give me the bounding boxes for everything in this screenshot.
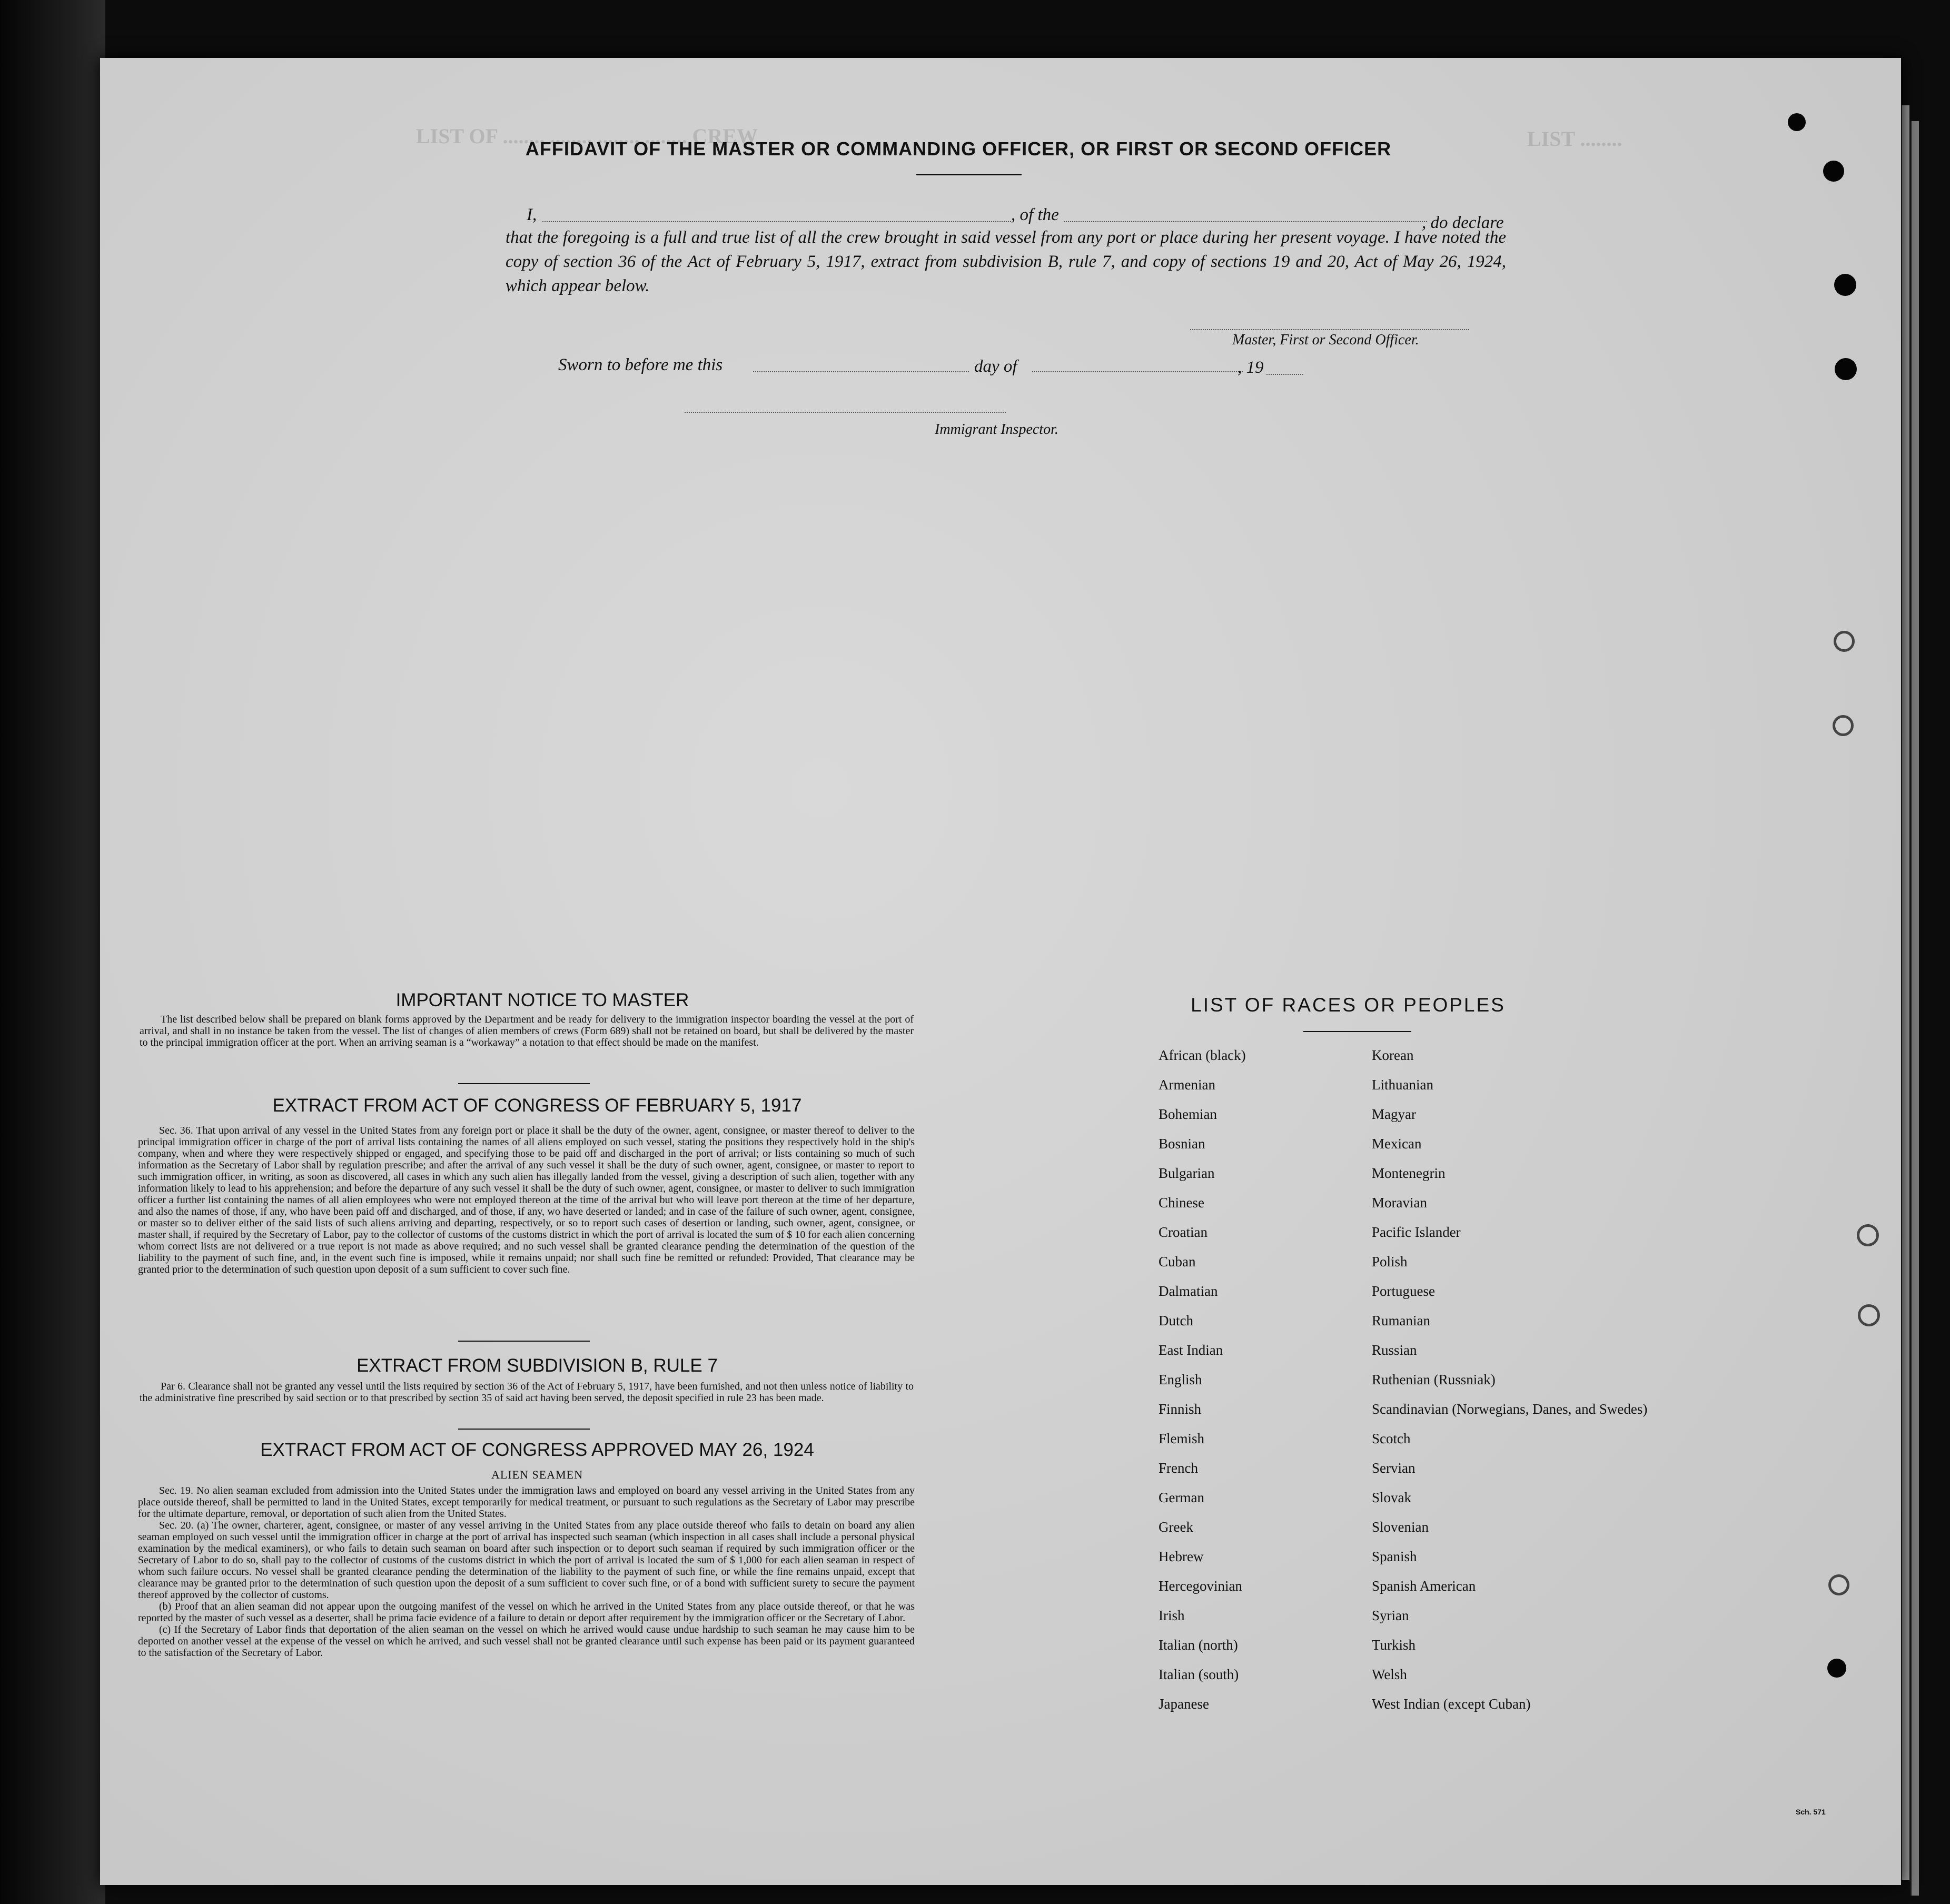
race-item: Welsh <box>1372 1667 1407 1682</box>
binder-hole <box>1835 358 1857 380</box>
notice-title: IMPORTANT NOTICE TO MASTER <box>395 990 689 1010</box>
alien-seamen-subtitle: ALIEN SEAMEN <box>491 1468 583 1481</box>
race-item: Scotch <box>1372 1431 1411 1446</box>
sworn-label: Sworn to before me this <box>558 355 723 374</box>
extract-1924-title: EXTRACT FROM ACT OF CONGRESS APPROVED MAY 26, 1924 <box>260 1440 814 1460</box>
race-item: Hebrew <box>1159 1549 1204 1564</box>
race-item: Syrian <box>1372 1608 1409 1623</box>
race-item: Servian <box>1372 1460 1416 1476</box>
notice-text: The list described below shall be prepared on blank forms approved by the Department and be ready for delivery to the immigration inspector boarding the vessel at the port of arrival, and shall in no instance be taken from the vessel. The list of changes of alien members of crews (Form 689) shall not be retained on board, but shall be delivered by the master to the principal immigration officer at the port. When an arriving seaman is a “workaway” a notation to that effect should be made on the manifest. <box>140 1014 914 1048</box>
sworn-day-line <box>753 371 969 372</box>
race-item: East Indian <box>1159 1342 1223 1358</box>
affidavit-body: that the foregoing is a full and true list of all the crew brought in said vessel from any port or place during her present voyage. I have noted the copy of section 36 of the Act of February 5, 1917, extract from subdivision B, rule 7, and copy of sections 19 and 20, Act of May 26, 1924, which appear below. <box>506 228 1506 295</box>
race-item: Slovak <box>1372 1490 1412 1505</box>
race-item: Irish <box>1159 1608 1185 1623</box>
race-item: Spanish <box>1372 1549 1417 1564</box>
race-item: Portuguese <box>1372 1283 1435 1299</box>
races-column-2 <box>1372 1048 1647 1726</box>
race-item: Magyar <box>1372 1106 1416 1122</box>
master-signature-line <box>1190 329 1469 330</box>
race-item: German <box>1159 1490 1204 1505</box>
sec-20a-paragraph: Sec. 20. (a) The owner, charterer, agent, consignee, or master of any vessel arriving in the United States from any place outside thereof who fails to detain on board any alien seaman employed on such vessel until the immigration officer in charge at the port of arrival has inspected such seaman (which inspection in all cases shall include a personal physical examination by the medical examiners), or who fails to detain such seaman on board after such inspection or to deport such seaman if required by such immigration officer or the Secretary of Labor to do so, shall pay to the collector of customs of the customs district in which the port of arrival is located the sum of $ 1,000 for each alien seaman in respect of whom such failure occurs. No vessel shall be granted clearance pending the determination of the liability to the payment of such fine, or while the fine remains unpaid, except that clearance may be granted prior to the determination of such question upon the deposit of a sum sufficient to cover such fine, or of a bond with sufficient surety to secure the payment thereof approved by the collector of customs. <box>138 1520 915 1601</box>
races-title: LIST OF RACES OR PEOPLES <box>1191 994 1506 1016</box>
sec-20c-paragraph: (c) If the Secretary of Labor finds that deportation of the alien seaman on the vessel on which he arrived would cause undue hardship to such seaman he may cause him to be deported on another vessel at the expense of the vessel on which he arrived, and such vessel shall not be granted clearance until such expense has been paid or its payment guaranteed to the satisfaction of the Secretary of Labor. <box>138 1624 915 1659</box>
binder-hole <box>1834 631 1855 652</box>
section-rule <box>458 1341 590 1342</box>
sec-19-paragraph: Sec. 19. No alien seaman excluded from admission into the United States under the immigration laws and employed on board any vessel arriving in the United States from any place outside thereof, shall be permitted to land in the United States, except temporarily for medical treatment, or pursuant to such regulations as the Secretary of Labor may prescribe for the ultimate departure, removal, or deportation of such alien from the United States. <box>138 1485 915 1520</box>
race-item: Russian <box>1372 1342 1417 1358</box>
extract-1924-text <box>138 1485 915 1659</box>
year-label: , 19 <box>1238 358 1264 377</box>
race-item: Polish <box>1372 1254 1408 1270</box>
inspector-caption: Immigrant Inspector. <box>935 421 1058 438</box>
race-item: Italian (north) <box>1159 1637 1238 1653</box>
page-stack-edge <box>1901 105 1909 1880</box>
race-item: Bosnian <box>1159 1136 1205 1152</box>
year-line <box>1266 374 1303 375</box>
sworn-month-line <box>1032 371 1243 372</box>
race-item: Croatian <box>1159 1224 1207 1240</box>
race-item: West Indian (except Cuban) <box>1372 1696 1531 1712</box>
extract-rule7-text: Par 6. Clearance shall not be granted any vessel until the lists required by section 36 of the Act of February 5, 1917, have been furnished, and not then unless notice of liability to the administrative fine prescribed by said section or to that prescribed by section 35 of said act having been served, the deposit specified in rule 23 has been made. <box>140 1381 914 1404</box>
race-item: Montenegrin <box>1372 1165 1446 1181</box>
race-item: Greek <box>1159 1519 1193 1535</box>
affidavit-title: AFFIDAVIT OF THE MASTER OR COMMANDING OFFICER, OR FIRST OR SECOND OFFICER <box>525 138 1392 160</box>
race-item: Dutch <box>1159 1313 1193 1328</box>
race-item: African (black) <box>1159 1047 1246 1063</box>
page-stack-edge <box>1911 121 1919 1896</box>
title-rule <box>916 174 1022 175</box>
race-item: Spanish American <box>1372 1578 1476 1594</box>
race-item: Bulgarian <box>1159 1165 1215 1181</box>
scan-border <box>0 0 105 1904</box>
race-item: Pacific Islander <box>1372 1224 1461 1240</box>
race-item: Cuban <box>1159 1254 1196 1270</box>
binder-hole <box>1857 1224 1879 1246</box>
binder-hole <box>1823 161 1844 182</box>
binder-hole <box>1828 1574 1849 1595</box>
race-item: Korean <box>1372 1047 1414 1063</box>
race-item: Ruthenian (Russniak) <box>1372 1372 1496 1387</box>
race-item: Slovenian <box>1372 1519 1429 1535</box>
race-item: Turkish <box>1372 1637 1416 1653</box>
race-item: Scandinavian (Norwegians, Danes, and Swedes) <box>1372 1401 1648 1417</box>
race-item: Mexican <box>1372 1136 1422 1152</box>
race-item: French <box>1159 1460 1198 1476</box>
extract-1917-title: EXTRACT FROM ACT OF CONGRESS OF FEBRUARY 5, 1917 <box>272 1095 802 1116</box>
day-of-label: day of <box>974 357 1017 376</box>
bleed-through: LIST ........ <box>1527 127 1622 151</box>
race-item: Lithuanian <box>1372 1077 1433 1093</box>
sec-20b-paragraph: (b) Proof that an alien seaman did not appear upon the outgoing manifest of the vessel on which he arrived in the United States from any place outside thereof, or that he was reported by the master of such vessel as a deserter, shall be prima facie evidence of a failure to detain or deport after requirement by the immigration officer or the Secretary of Labor. <box>138 1601 915 1624</box>
bleed-through: LIST OF ........ ........ ........ ........ CREW <box>416 124 758 148</box>
races-title-rule <box>1303 1031 1411 1032</box>
inspector-signature-line <box>685 412 1006 413</box>
race-item: Armenian <box>1159 1077 1215 1093</box>
race-item: Rumanian <box>1372 1313 1430 1328</box>
affidavit-do-declare-label: , do declare <box>1422 213 1504 232</box>
race-item: Moravian <box>1372 1195 1427 1211</box>
race-item: Hercegovinian <box>1159 1578 1242 1594</box>
binder-hole <box>1827 1659 1846 1678</box>
race-item: English <box>1159 1372 1202 1387</box>
binder-hole <box>1788 113 1806 131</box>
binder-hole <box>1858 1304 1880 1326</box>
affidavit-of-the-label: , of the <box>1011 205 1059 224</box>
binder-hole <box>1834 274 1856 296</box>
section-rule <box>458 1429 590 1430</box>
master-caption: Master, First or Second Officer. <box>1232 332 1419 348</box>
name-field-line <box>542 221 1011 222</box>
affidavit-i-label: I, <box>527 205 537 224</box>
race-item: Flemish <box>1159 1431 1205 1446</box>
race-item: Chinese <box>1159 1195 1204 1211</box>
race-item: Japanese <box>1159 1696 1209 1712</box>
schedule-number: Sch. 571 <box>1796 1808 1826 1816</box>
section-rule <box>458 1083 590 1084</box>
extract-1917-text: Sec. 36. That upon arrival of any vessel in the United States from any foreign port or place it shall be the duty of the owner, agent, consignee, or master thereof to deliver to the principal immigration officer in charge of the port of arrival lists containing the names of all aliens employed on such vessel, stating the positions they respectively hold in the ship's company, when and where they were respectively shipped or engaged, and specifying those to be paid off and discharged in the port of arrival; or lists containing so much of such information as the Secretary of Labor shall by regulation prescribe; and after the arrival of any such vessel it shall be the duty of such owner, agent, consignee, or master to report to such immigration officer, in writing, as soon as discovered, all cases in which any such alien has illegally landed from the vessel, giving a description of such alien, together with any information likely to lead to his apprehension; and before the departure of any such vessel it shall be the duty of such owner, agent, consignee, or master to deliver to such immigration officer a further list containing the names of all alien employees who were not employed thereon at the time of the arrival but who will leave port thereon at the time of her departure, and also the names of those, if any, who have been paid off and discharged, and of those, if any, wo have deserted or landed; and in case of the failure of such owner, agent, consignee, or master so to deliver either of the said lists of such aliens arriving and departing, respectively, or so to report such cases of desertion or landing, such owner, agent, consignee, or master shall, if required by the Secretary of Labor, pay to the collector of customs of the customs district in which the port of arrival is located the sum of $ 10 for each alien concerning whom correct lists are not delivered or a true report is not made as above required; and no such vessel shall be granted clearance pending the determination of the question of the liability to the payment of such fine, and, in the event such fine is imposed, while it remains unpaid; nor shall such fine be remitted or refunded: Provided, That clearance may be granted prior to the determination of such question upon deposit of a sum sufficient to cover such fine. <box>138 1125 915 1275</box>
extract-rule7-title: EXTRACT FROM SUBDIVISION B, RULE 7 <box>357 1355 718 1376</box>
race-item: Dalmatian <box>1159 1283 1218 1299</box>
race-item: Bohemian <box>1159 1106 1217 1122</box>
vessel-field-line <box>1064 221 1427 222</box>
race-item: Finnish <box>1159 1401 1202 1417</box>
binder-hole <box>1833 715 1854 736</box>
races-column-1 <box>1159 1048 1246 1726</box>
race-item: Italian (south) <box>1159 1667 1239 1682</box>
